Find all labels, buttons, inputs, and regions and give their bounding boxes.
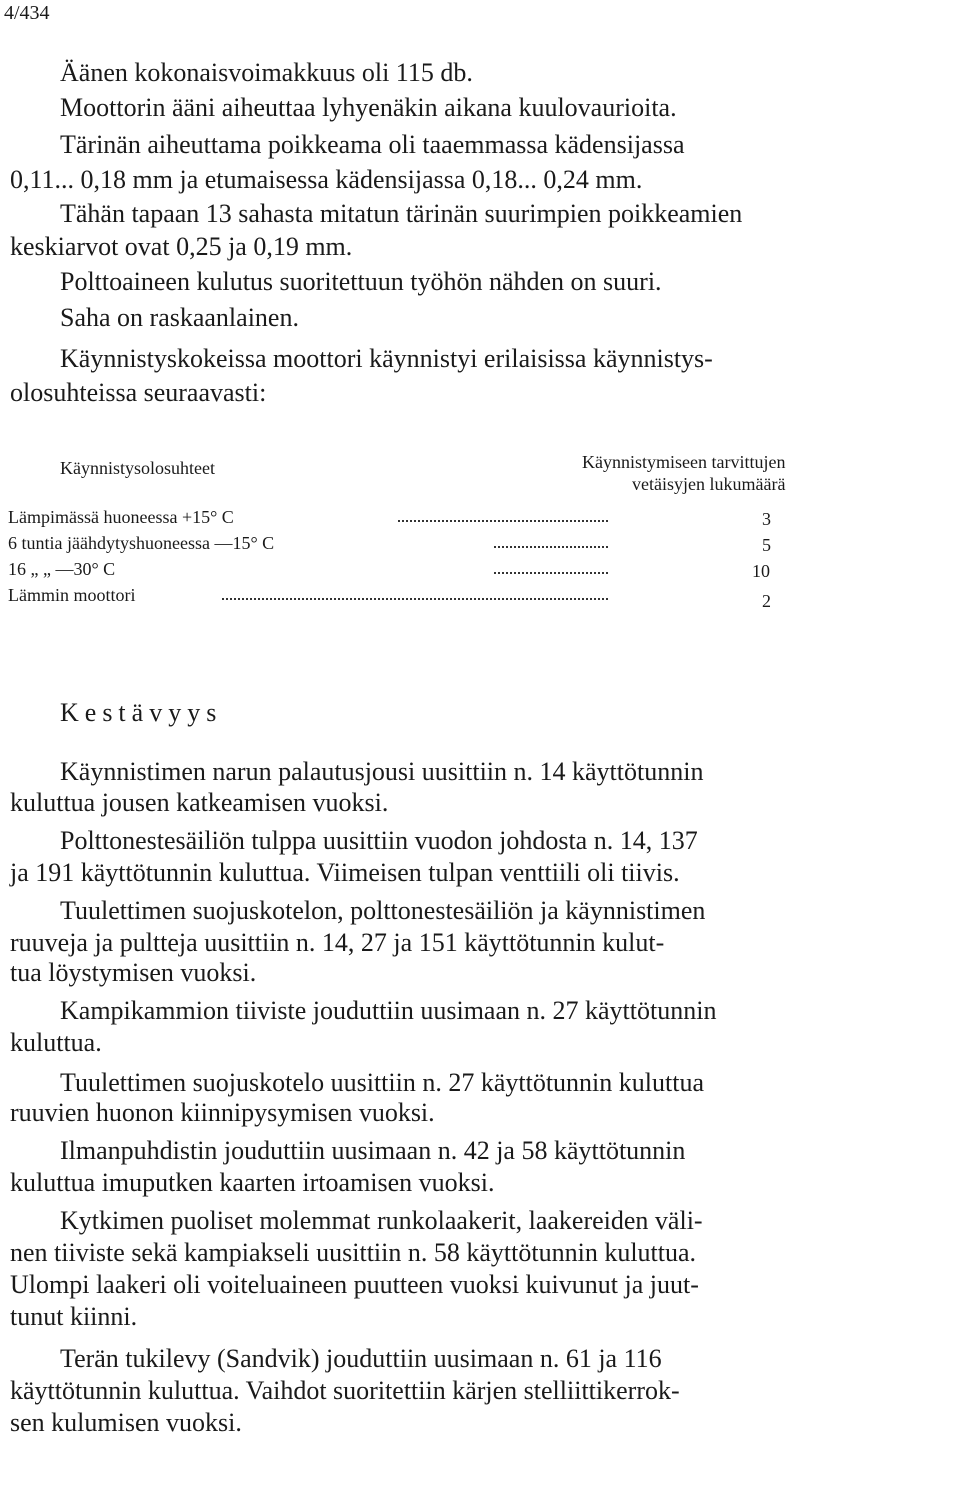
leader-dots [398, 506, 608, 527]
text-line: Ulompi laakeri oli voiteluaineen puutteen vuoksi kuivunut ja juut- [10, 1270, 699, 1299]
table-cell-condition: 16 „ „ —30° C [8, 559, 116, 579]
text-line: 0,11... 0,18 mm ja etumaisessa kädensijassa 0,18... 0,24 mm. [10, 165, 643, 194]
table-header-count-line1: Käynnistymiseen tarvittujen [582, 452, 786, 472]
text-line: ruuveja ja pultteja uusittiin n. 14, 27 ja 151 käyttötunnin kulut- [10, 928, 665, 957]
leader-dots [494, 532, 608, 553]
table-cell-condition: Lämpimässä huoneessa +15° C [8, 507, 234, 527]
leader-dots [222, 584, 608, 605]
text-line: Polttonestesäiliön tulppa uusittiin vuodon johdosta n. 14, 137 [60, 826, 698, 855]
text-line: sen kulumisen vuoksi. [10, 1408, 242, 1437]
text-line: käyttötunnin kuluttua. Vaihdot suoritettiin kärjen stelliittikerrok- [10, 1376, 680, 1405]
table-row [8, 507, 234, 528]
text-line: tua löystymisen vuoksi. [10, 958, 257, 987]
table-header-conditions: Käynnistysolosuhteet [60, 458, 215, 478]
page-reference: 4/434 [4, 2, 50, 24]
table-header-count-line2: vetäisyjen lukumäärä [632, 474, 786, 494]
table-cell-condition: Lämmin moottori [8, 585, 136, 605]
text-line: Ilmanpuhdistin jouduttiin uusimaan n. 42 ja 58 käyttötunnin [60, 1136, 686, 1165]
text-line: Käynnistimen narun palautusjousi uusittiin n. 14 käyttötunnin [60, 757, 704, 786]
text-line: Moottorin ääni aiheuttaa lyhyenäkin aikana kuulovaurioita. [60, 93, 677, 122]
table-cell-count: 5 [762, 535, 771, 555]
text-line: Tuulettimen suojuskotelo uusittiin n. 27 käyttötunnin kuluttua [60, 1068, 704, 1097]
text-line: keskiarvot ovat 0,25 ja 0,19 mm. [10, 232, 353, 261]
table-row [8, 559, 115, 580]
text-line: Äänen kokonaisvoimakkuus oli 115 db. [60, 58, 473, 87]
text-line: Tärinän aiheuttama poikkeama oli taaemmassa kädensijassa [60, 130, 685, 159]
text-line: olosuhteissa seuraavasti: [10, 378, 267, 407]
table-cell-count: 10 [752, 561, 770, 581]
text-line: Käynnistyskokeissa moottori käynnistyi erilaisissa käynnistys- [60, 344, 713, 373]
text-line: tunut kiinni. [10, 1302, 138, 1331]
text-line: Terän tukilevy (Sandvik) jouduttiin uusimaan n. 61 ja 116 [60, 1344, 662, 1373]
text-line: nen tiiviste sekä kampiakseli uusittiin n. 58 käyttötunnin kuluttua. [10, 1238, 697, 1267]
section-heading: Kestävyys [60, 698, 223, 727]
text-line: kuluttua jousen katkeamisen vuoksi. [10, 788, 389, 817]
text-line: Saha on raskaanlainen. [60, 303, 299, 332]
text-line: ja 191 käyttötunnin kuluttua. Viimeisen tulpan venttiili oli tiivis. [10, 858, 680, 887]
text-line: Tähän tapaan 13 sahasta mitatun tärinän suurimpien poikkeamien [60, 199, 743, 228]
table-cell-count: 2 [762, 591, 771, 611]
table-cell-condition: 6 tuntia jäähdytyshuoneessa —15° C [8, 533, 275, 553]
text-line: ruuvien huonon kiinnipysymisen vuoksi. [10, 1098, 435, 1127]
table-row [8, 533, 274, 554]
text-line: Tuulettimen suojuskotelon, polttonestesäiliön ja käynnistimen [60, 896, 706, 925]
text-line: Kampikammion tiiviste jouduttiin uusimaan n. 27 käyttötunnin [60, 996, 717, 1025]
text-line: kuluttua imuputken kaarten irtoamisen vuoksi. [10, 1168, 495, 1197]
text-line: kuluttua. [10, 1028, 102, 1057]
text-line: Kytkimen puoliset molemmat runkolaakerit, laakereiden väli- [60, 1206, 703, 1235]
text-line: Polttoaineen kulutus suoritettuun työhön nähden on suuri. [60, 267, 662, 296]
leader-dots [494, 558, 608, 579]
table-row [8, 585, 136, 606]
table-cell-count: 3 [762, 509, 771, 529]
